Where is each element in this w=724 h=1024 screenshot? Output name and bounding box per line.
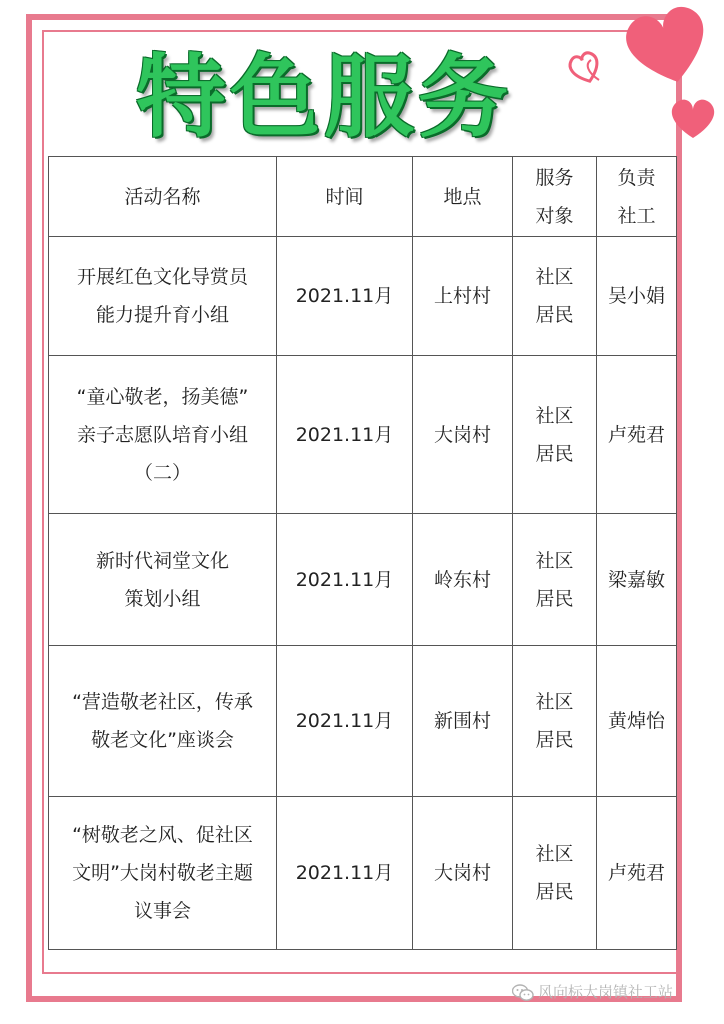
table-row [49,646,677,797]
target-cell [513,237,597,356]
activity-name-cell [49,237,277,356]
activity-name-line: “树敬老之风、促社区 [72,824,253,846]
time-cell: 2021.11月 [277,356,413,514]
heart-large-icon [621,2,715,92]
activity-name-cell [49,646,277,797]
target-line: 居民 [535,881,574,903]
header-place: 地点 [413,157,513,237]
target-cell [513,514,597,646]
activity-name-line: 新时代祠堂文化 [95,549,229,572]
activity-name-line: 议事会 [133,900,191,922]
place-cell: 新围村 [413,646,513,797]
activity-name-cell [49,356,277,514]
header-activity-name: 活动名称 [49,157,277,237]
heart-small-left-icon [568,51,603,86]
target-line: 居民 [535,729,574,751]
activity-name-cell [49,514,277,646]
target-line: 社区 [535,549,574,572]
target-cell [513,797,597,950]
activity-name-line: 文明”大岗村敬老主题 [72,862,253,884]
table-row [49,237,677,356]
time-cell: 2021.11月 [277,237,413,356]
target-line: 社区 [535,843,574,865]
activity-name-line: 能力提升育小组 [95,304,229,326]
wechat-icon [512,984,534,1002]
heart-small-right-icon [672,100,714,138]
header-time: 时间 [277,157,413,237]
time-cell: 2021.11月 [277,797,413,950]
activity-name-line: （二） [133,461,191,484]
table-row [49,356,677,514]
activity-name-line: 敬老文化”座谈会 [91,729,234,751]
target-cell [513,356,597,514]
place-cell: 大岗村 [413,356,513,514]
hearts-decoration-icon [565,0,724,150]
header-target [513,157,597,237]
table-row [49,797,677,950]
header-worker-line1: 负责 [617,166,656,189]
watermark-text: 风向标大岗镇社工站 [538,983,674,1001]
header-target-line1: 服务 [535,166,574,189]
table-header-row [49,157,677,237]
activity-name-line: “营造敬老社区，传承 [72,691,253,713]
time-cell: 2021.11月 [277,514,413,646]
worker-cell: 卢苑君 [597,797,677,950]
worker-cell: 梁嘉敏 [597,514,677,646]
activity-name-line: “童心敬老，扬美德” [76,385,249,408]
activity-name-line: 开展红色文化导赏员 [76,266,248,288]
worker-cell: 吴小娟 [597,237,677,356]
header-worker-line2: 社工 [617,204,656,227]
target-line: 社区 [535,404,574,427]
place-cell: 上村村 [413,237,513,356]
place-cell: 大岗村 [413,797,513,950]
place-cell: 岭东村 [413,514,513,646]
time-cell: 2021.11月 [277,646,413,797]
target-line: 居民 [535,442,574,465]
worker-cell: 黄焯怡 [597,646,677,797]
target-cell [513,646,597,797]
target-line: 居民 [535,304,574,326]
page-title: 特色服务 [136,45,512,150]
target-line: 居民 [535,587,574,610]
activity-name-line: 策划小组 [124,587,201,610]
worker-cell: 卢苑君 [597,356,677,514]
target-line: 社区 [535,691,574,713]
activity-name-line: 亲子志愿队培育小组 [76,423,248,446]
header-target-line2: 对象 [535,204,574,227]
header-worker [597,157,677,237]
watermark [512,978,722,1006]
service-table [48,156,677,950]
table-row [49,514,677,646]
activity-name-cell [49,797,277,950]
target-line: 社区 [535,266,574,288]
